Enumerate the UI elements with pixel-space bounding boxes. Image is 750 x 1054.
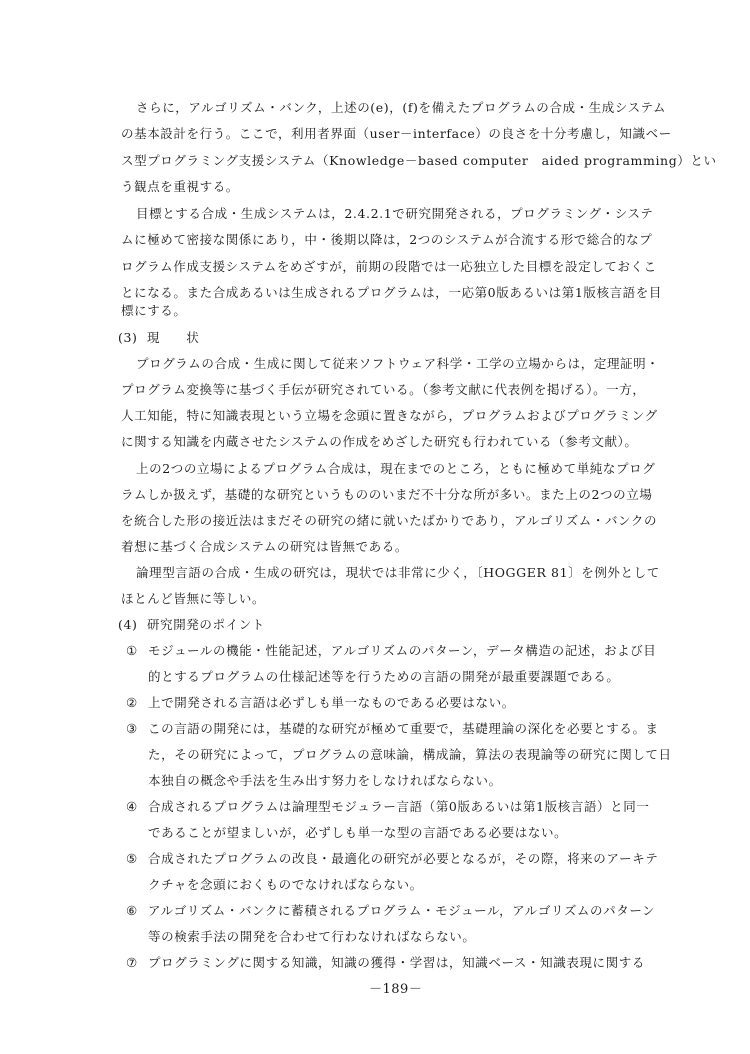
point-line: モジュールの機能・性能記述，アルゴリズムのパターン，データ構造の記述，および目 [148,643,657,658]
paragraph5-line: ほとんど皆無に等しい。 [121,591,266,606]
paragraph3-line: プログラムの合成・生成に関して従来ソフトウェア科学・工学の立場からは，定理証明・ [136,356,660,371]
point-line: 合成されたプログラムの改良・最適化の研究が必要となるが，その際，将来のアーキテ [148,851,659,866]
paragraph5-line: 論理型言語の合成・生成の研究は，現状では非常に少く，〔HOGGER 81〕を例外として [136,565,660,580]
paragraph2-line: 標にする。 [121,303,187,318]
point-line: プログラミングに関する知識，知識の獲得・学習は，知識ベース・知識表現に関する [148,955,645,970]
paragraph1-line: う観点を重視する。 [121,179,239,194]
point-line: 等の検索手法の開発を合わせて行わなければならない。 [148,929,476,944]
section-heading-title: 現 状 [147,330,200,345]
point-line: 的とするプログラムの仕様記述等を行うための言語の開発が最重要課題である。 [148,669,620,684]
point-line: この言語の開発には，基礎的な研究が極めて重要で，基礎理論の深化を必要とする。ま [148,721,659,736]
paragraph4-line: を統合した形の接近法はまだその研究の緒に就いたばかりであり，アルゴリズム・バンクの [121,513,658,528]
point-marker: ④ [126,799,138,814]
paragraph2-line: とになる。また合成あるいは生成されるプログラムは，一応第0版あるいは第1版核言語を目 [121,285,662,300]
paragraph4-line: 上の2つの立場によるプログラム合成は，現在までのところ，ともに極めて単純なプログ [136,461,656,476]
paragraph4-line: 着想に基づく合成システムの研究は皆無である。 [121,539,408,554]
paragraph4-line: ラムしか扱えず，基礎的な研究というもののいまだ不十分な所が多い。また上の2つの立場 [121,487,653,502]
point-marker: ③ [126,721,138,736]
point-line: クチャを念頭におくものでなければならない。 [148,877,423,892]
paragraph2-line: ログラム作成支援システムをめざすが，前期の段階では一応独立した目標を設定しておくこ [121,259,657,274]
page-number: －189－ [369,982,423,997]
point-marker: ⑦ [126,955,138,970]
point-line: 本独自の概念や手法を生み出す努力をしなければならない。 [148,773,502,788]
point-line: 上で開発される言語は必ずしも単一なものである必要はない。 [148,695,515,710]
paragraph3-line: に関する知識を内蔵させたシステムの作成をめざした研究も行われている（参考文献）。 [121,434,638,449]
point-line: アルゴリズム・バンクに蓄積されるプログラム・モジュール，アルゴリズムのパターン [148,903,656,918]
paragraph1-line: の基本設計を行う。ここで，利用者界面（user－interface）の良さを十分考慮し，知識ベー [121,126,672,141]
point-marker: ⑤ [126,851,138,866]
section-heading-number: (3) [118,330,138,345]
paragraph2-line: 目標とする合成・生成システムは，2.4.2.1で研究開発される，プログラミング・システ [136,206,654,221]
paragraph1-line: さらに，アルゴリズム・バンク，上述の(e)，(f)を備えたプログラムの合成・生成システム [136,100,667,115]
paragraph3-line: プログラム変換等に基づく手伝が研究されている。（参考文献に代表例を掲げる）。一方， [121,382,646,397]
section-heading-title: 研究開発のポイント [147,617,265,632]
section-heading-number: (4) [118,617,138,632]
point-marker: ① [126,643,138,658]
point-line: であることが望ましいが，必ずしも単一な型の言語である必要はない。 [148,825,568,840]
point-marker: ② [126,695,138,710]
point-line: 合成されるプログラムは論理型モジュラー言語（第0版あるいは第1版核言語）と同一 [148,799,650,814]
paragraph3-line: 人工知能，特に知識表現という立場を念頭に置きながら，プログラムおよびプログラミング [121,408,658,423]
point-marker: ⑥ [126,903,138,918]
paragraph1-line: ス型プログラミング支援システム（Knowledge－based computer aided programming）とい [121,153,717,168]
point-line: た，その研究によって，プログラムの意味論，構成論，算法の表現論等の研究に関して日 [148,747,672,762]
paragraph2-line: ムに極めて密接な関係にあり，中・後期以降は，2つのシステムが合流する形で総合的なプ [121,232,653,247]
